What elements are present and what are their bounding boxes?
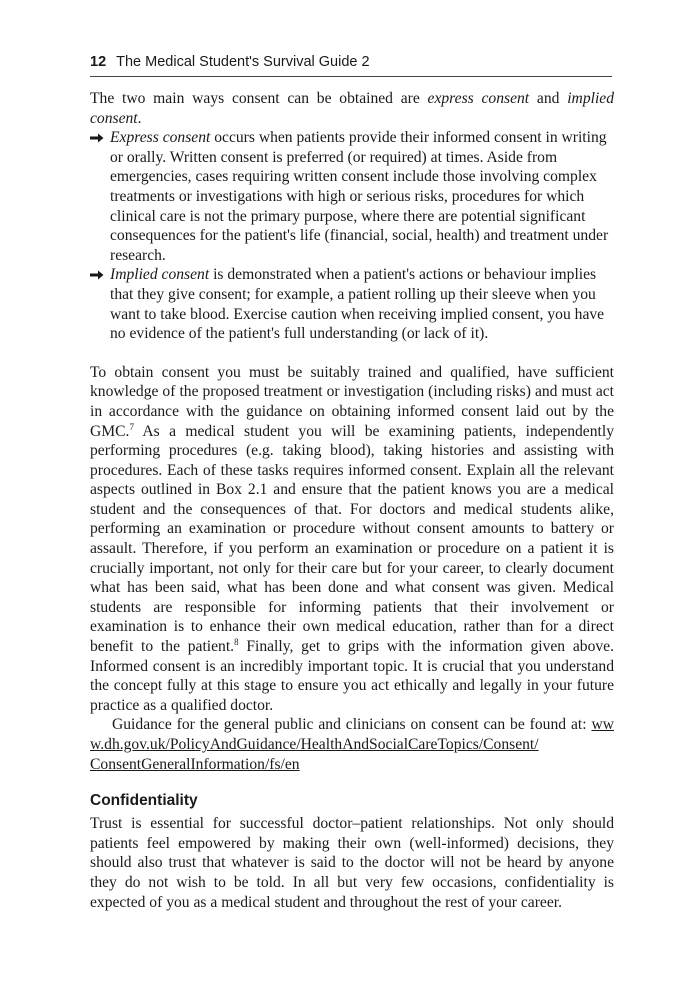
guidance-paragraph [90,715,614,774]
paragraph-text: Finally, get to grips with the information given above. Informed consent is an incredibly important topic. It is crucial that you understand the concept fully at this stage to ensure you act ethically and legally in your future practice as a qualified doctor. [90,638,614,714]
intro-term-express: express consent [427,90,530,107]
arrow-bullet-icon [90,133,104,143]
obtaining-consent-paragraph [90,363,614,716]
section-heading: Confidentiality [90,792,198,810]
running-title: The Medical Student's Survival Guide 2 [116,54,370,70]
intro-lead: The two main ways consent can be obtained are [90,90,428,107]
page-number: 12 [90,54,107,70]
bullet-term: Express consent [110,129,211,147]
paragraph-text: To obtain consent you must be suitably trained and qualified, have sufficient knowledge of the proposed treatment or investigation (including risks) and must act in accordance with the guidance on obtaining informed consent laid out by the GMC. [90,363,614,440]
list-item [90,128,614,265]
paragraph-text: As a medical student you will be examining patients, independently performing procedures (e.g. taking blood), taking histories and assisting with procedures. Each of these tasks requires informed consent. Explain all the relevant aspects outlined in Box 2.1 and ensure that the patient knows you are a medical student and the consequences of that. For doctors and medical students alike, performing an examination or procedure without consent amounts to battery or assault. Therefore, if you perform an examination or procedure on a patient it is crucially important, not only for their care but for your career, to clearly document what has been said, what has been done and what consent was given. Medical students are responsible for informing patients that their involvement or examination is to enhance their own medical education, rather than for a direct benefit to the patient. [90,422,614,656]
running-header [90,52,612,77]
guidance-link-part[interactable]: www.dh.gov.uk/PolicyAndGuidance/HealthAndSocialCareTopics/Consent/ [90,716,614,753]
guidance-text: Guidance for the general public and clinicians on consent can be found at: [112,716,592,734]
intro-paragraph [90,89,614,128]
intro-end: . [137,109,142,127]
guidance-link-part[interactable]: ConsentGeneralInformation/fs/en [90,755,300,773]
bullet-text: is demonstrated when a patient's actions or behaviour implies that they give consent; for example, a patient rolling up their sleeve when you want to take blood. Exercise caution when receiving implied consent, you have no evidence of the patient's full understanding (or lack of it). [110,266,605,343]
intro-and: and [529,90,568,107]
paragraph-gap [90,344,614,363]
reference-superscript: 7 [129,421,134,432]
consent-type-list [90,128,614,344]
bullet-term: Implied consent [110,266,210,284]
intro-term-implied: implied consent [90,90,614,127]
reference-superscript: 8 [234,636,239,647]
list-item [90,265,614,343]
confidentiality-paragraph: Trust is essential for successful doctor–patient relationships. Not only should patients feel empowered by making their own (well-informed) decisions, they should also trust that whatever is said to the doctor will not be heard by anyone they do not wish to be told. In all but very few occasions, confidentiality is expected of you as a medical student and throughout the rest of your career. [90,815,614,911]
page-body [90,89,614,912]
bullet-text: occurs when patients provide their informed consent in writing or orally. Written consent is preferred (or required) at times. Aside from emergencies, cases requiring written consent include those involving complex treatments or investigations with high or serious risks, procedures for which clinical care is not the primary purpose, where there are potential significant consequences for the patient's life (financial, social, health) and treatment under research. [110,129,609,264]
arrow-bullet-icon [90,270,104,280]
